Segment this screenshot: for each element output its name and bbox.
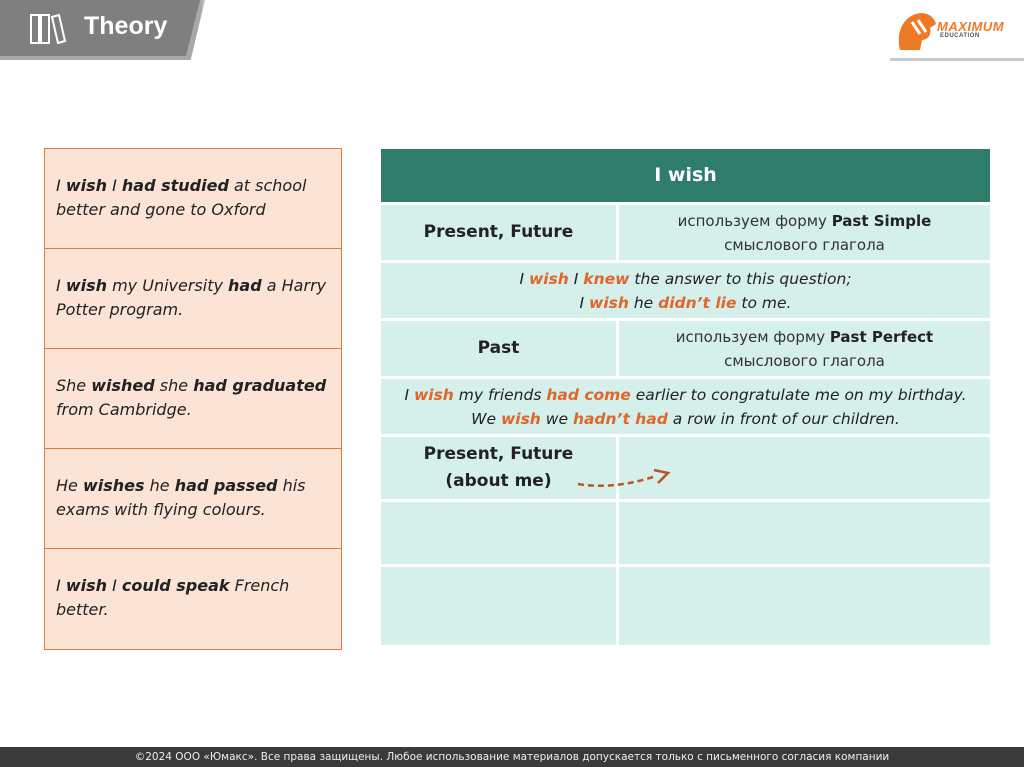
- text-run: he: [628, 293, 659, 312]
- table-row-about-me: [381, 434, 990, 499]
- text-run: the answer to this question;: [629, 269, 852, 288]
- text-run: French better.: [56, 576, 290, 619]
- text-run: we: [540, 409, 573, 428]
- empty-answer-cell[interactable]: [619, 437, 990, 499]
- examples-text: [404, 383, 966, 431]
- example-item: [45, 249, 341, 349]
- text-run: his exams with flying colours.: [56, 476, 306, 519]
- rule-post: смыслового глагола: [724, 235, 885, 254]
- text-run: to me.: [736, 293, 792, 312]
- table-row-present-future: [381, 202, 990, 260]
- emphasis-text: wish: [65, 576, 107, 595]
- row-label-cell: [381, 321, 619, 376]
- example-line: [519, 291, 851, 315]
- empty-cell[interactable]: [381, 567, 619, 645]
- examples-text: [519, 267, 851, 315]
- example-item: [45, 349, 341, 449]
- emphasis-text: had passed: [174, 476, 278, 495]
- emphasis-text: knew: [583, 269, 630, 288]
- example-item: [45, 449, 341, 549]
- text-run: I: [579, 293, 589, 312]
- logo-subtext: EDUCATION: [940, 33, 980, 39]
- rule-pre: используем форму: [677, 211, 832, 230]
- emphasis-text: wish: [65, 176, 107, 195]
- emphasis-text: had come: [546, 385, 631, 404]
- emphasis-text: wish: [65, 276, 107, 295]
- table-row-empty: [381, 564, 990, 645]
- rule-post: смыслового глагола: [724, 351, 885, 370]
- examples-cell: [381, 263, 990, 318]
- rule-tense: Past Perfect: [829, 327, 934, 346]
- emphasis-text: wish: [528, 269, 569, 288]
- text-run: I: [107, 576, 122, 595]
- table-row-examples-1: [381, 260, 990, 318]
- emphasis-text: could speak: [121, 576, 230, 595]
- rule-cell: [619, 205, 990, 260]
- row-label-cell: [381, 205, 619, 260]
- logo-underline: [890, 58, 1024, 61]
- row-label-line: (about me): [445, 471, 552, 491]
- text-run: I: [519, 269, 529, 288]
- text-run: I: [404, 385, 414, 404]
- example-line: [404, 383, 966, 407]
- row-label: [424, 441, 574, 495]
- rule-text: [678, 209, 932, 257]
- examples-list: [44, 148, 342, 650]
- rule-tense: Past Simple: [831, 211, 932, 230]
- row-label: Past: [477, 338, 520, 358]
- table-header: I wish: [381, 149, 990, 202]
- text-run: He: [56, 476, 83, 495]
- empty-cell[interactable]: [619, 567, 990, 645]
- example-line: [519, 267, 851, 291]
- emphasis-text: wish: [500, 409, 541, 428]
- text-run: my University: [107, 276, 229, 295]
- text-run: I: [107, 176, 122, 195]
- text-run: my friends: [453, 385, 547, 404]
- text-run: We: [471, 409, 501, 428]
- row-label-line: Present, Future: [423, 444, 574, 464]
- empty-cell[interactable]: [381, 502, 619, 564]
- examples-cell: [381, 379, 990, 434]
- empty-cell[interactable]: [619, 502, 990, 564]
- text-run: She: [56, 376, 92, 395]
- emphasis-text: had: [228, 276, 262, 295]
- text-run: he: [144, 476, 175, 495]
- rule-cell: [619, 321, 990, 376]
- table-row-examples-2: [381, 376, 990, 434]
- emphasis-text: wish: [589, 293, 629, 312]
- emphasis-text: had graduated: [193, 376, 327, 395]
- text-run: a row in front of our children.: [667, 409, 900, 428]
- text-run: at school better and gone to Oxford: [56, 176, 307, 219]
- logo-text: MAXIMUM: [937, 19, 1005, 34]
- table-row-past: [381, 318, 990, 376]
- table-row-empty: [381, 499, 990, 564]
- text-run: earlier to congratulate me on my birthday.: [630, 385, 967, 404]
- example-line: [404, 407, 966, 431]
- emphasis-text: wishes: [82, 476, 145, 495]
- row-label: Present, Future: [423, 222, 574, 242]
- rule-text: [676, 325, 933, 373]
- page-title: Theory: [84, 12, 168, 40]
- emphasis-text: had studied: [121, 176, 229, 195]
- dashed-arrow-icon: [574, 464, 674, 494]
- emphasis-text: hadn’t had: [572, 409, 668, 428]
- text-run: a Harry Potter program.: [56, 276, 327, 319]
- emphasis-text: wish: [413, 385, 454, 404]
- text-run: I: [56, 576, 66, 595]
- emphasis-text: didn’t lie: [658, 293, 737, 312]
- text-run: I: [56, 176, 66, 195]
- text-run: she: [154, 376, 194, 395]
- i-wish-table: [381, 149, 990, 645]
- text-run: I: [56, 276, 66, 295]
- text-run: I: [568, 269, 584, 288]
- example-item: [45, 149, 341, 249]
- text-run: from Cambridge.: [56, 400, 192, 419]
- rule-pre: используем форму: [675, 327, 830, 346]
- emphasis-text: wished: [91, 376, 155, 395]
- example-item: [45, 549, 341, 649]
- books-icon: [28, 11, 68, 47]
- footer-copyright: ©2024 ООО «Юмакс». Все права защищены. Любое использование материалов допускается только с письменного согласия компании: [0, 747, 1024, 767]
